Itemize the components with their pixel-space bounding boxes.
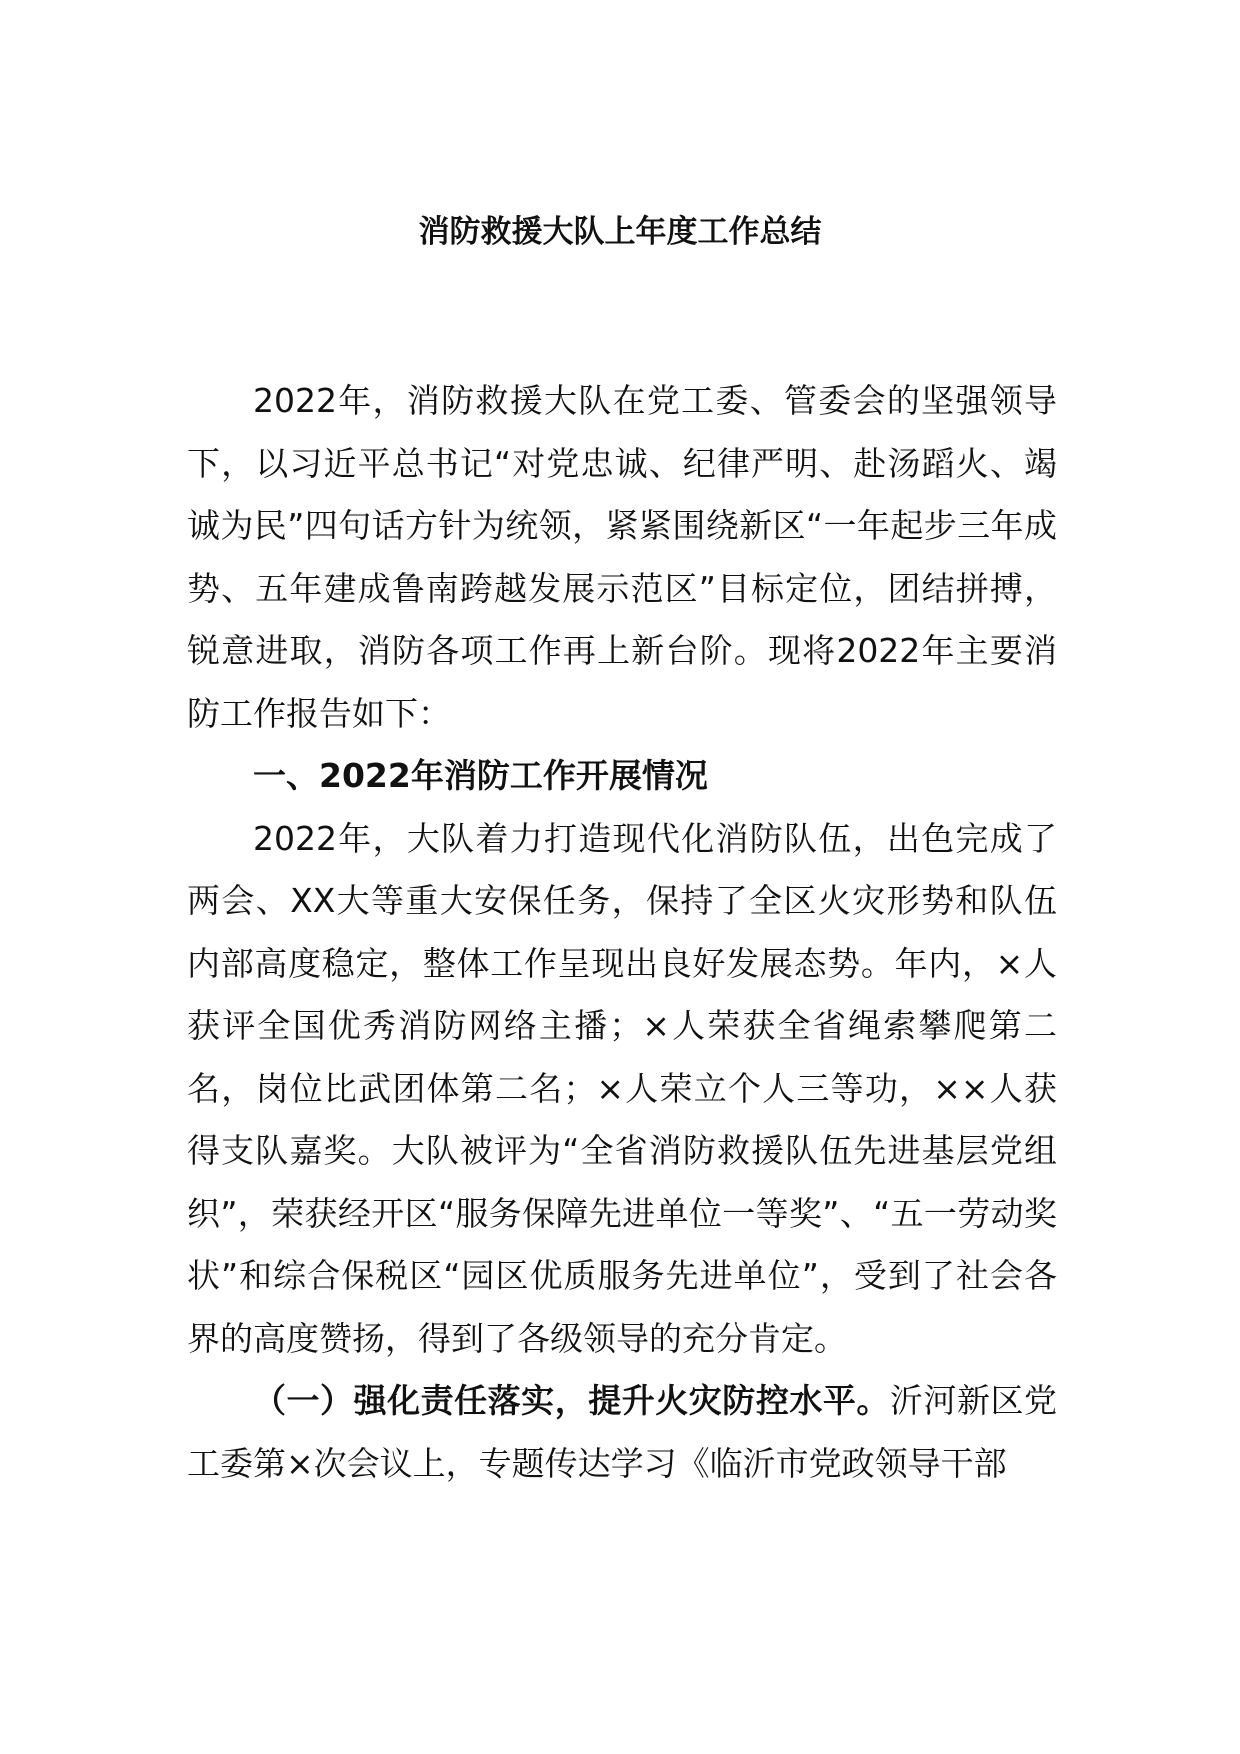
section-heading: 一、2022年消防工作开展情况 <box>253 756 708 795</box>
subsection-text: 沂河新区党工委第×次会议上，专题传达学习《临沂市党政领导干部 <box>187 1381 1058 1483</box>
document-title: 消防救援大队上年度工作总结 <box>418 214 822 250</box>
document-body <box>187 370 1057 1495</box>
subsection-lead: （一）强化责任落实，提升火灾防控水平。 <box>253 1381 890 1420</box>
subsection-paragraph <box>187 1370 1057 1495</box>
section-paragraph: 2022年，大队着力打造现代化消防队伍，出色完成了两会、XX大等重大安保任务，保持了全区火灾形势和队伍内部高度稳定，整体工作呈现出良好发展态势。年内，×人获评全国优秀消防网络主播；×人荣获全省绳索攀爬第二名，岗位比武团体第二名；×人荣立个人三等功，××人获得支队嘉奖。大队被评为“全省消防救援队伍先进基层党组织”，荣获经开区“服务保障先进单位一等奖”、“五一劳动奖状”和综合保税区“园区优质服务先进单位”，受到了社会各界的高度赞扬，得到了各级领导的充分肯定。 <box>187 818 1057 1358</box>
intro-paragraph: 2022年，消防救援大队在党工委、管委会的坚强领导下，以习近平总书记“对党忠诚、纪律严明、赴汤蹈火、竭诚为民”四句话方针为统领，紧紧围绕新区“一年起步三年成势、五年建成鲁南跨越发展示范区”目标定位，团结拼搏，锐意进取，消防各项工作再上新台阶。现将2022年主要消防工作报告如下： <box>187 381 1057 733</box>
